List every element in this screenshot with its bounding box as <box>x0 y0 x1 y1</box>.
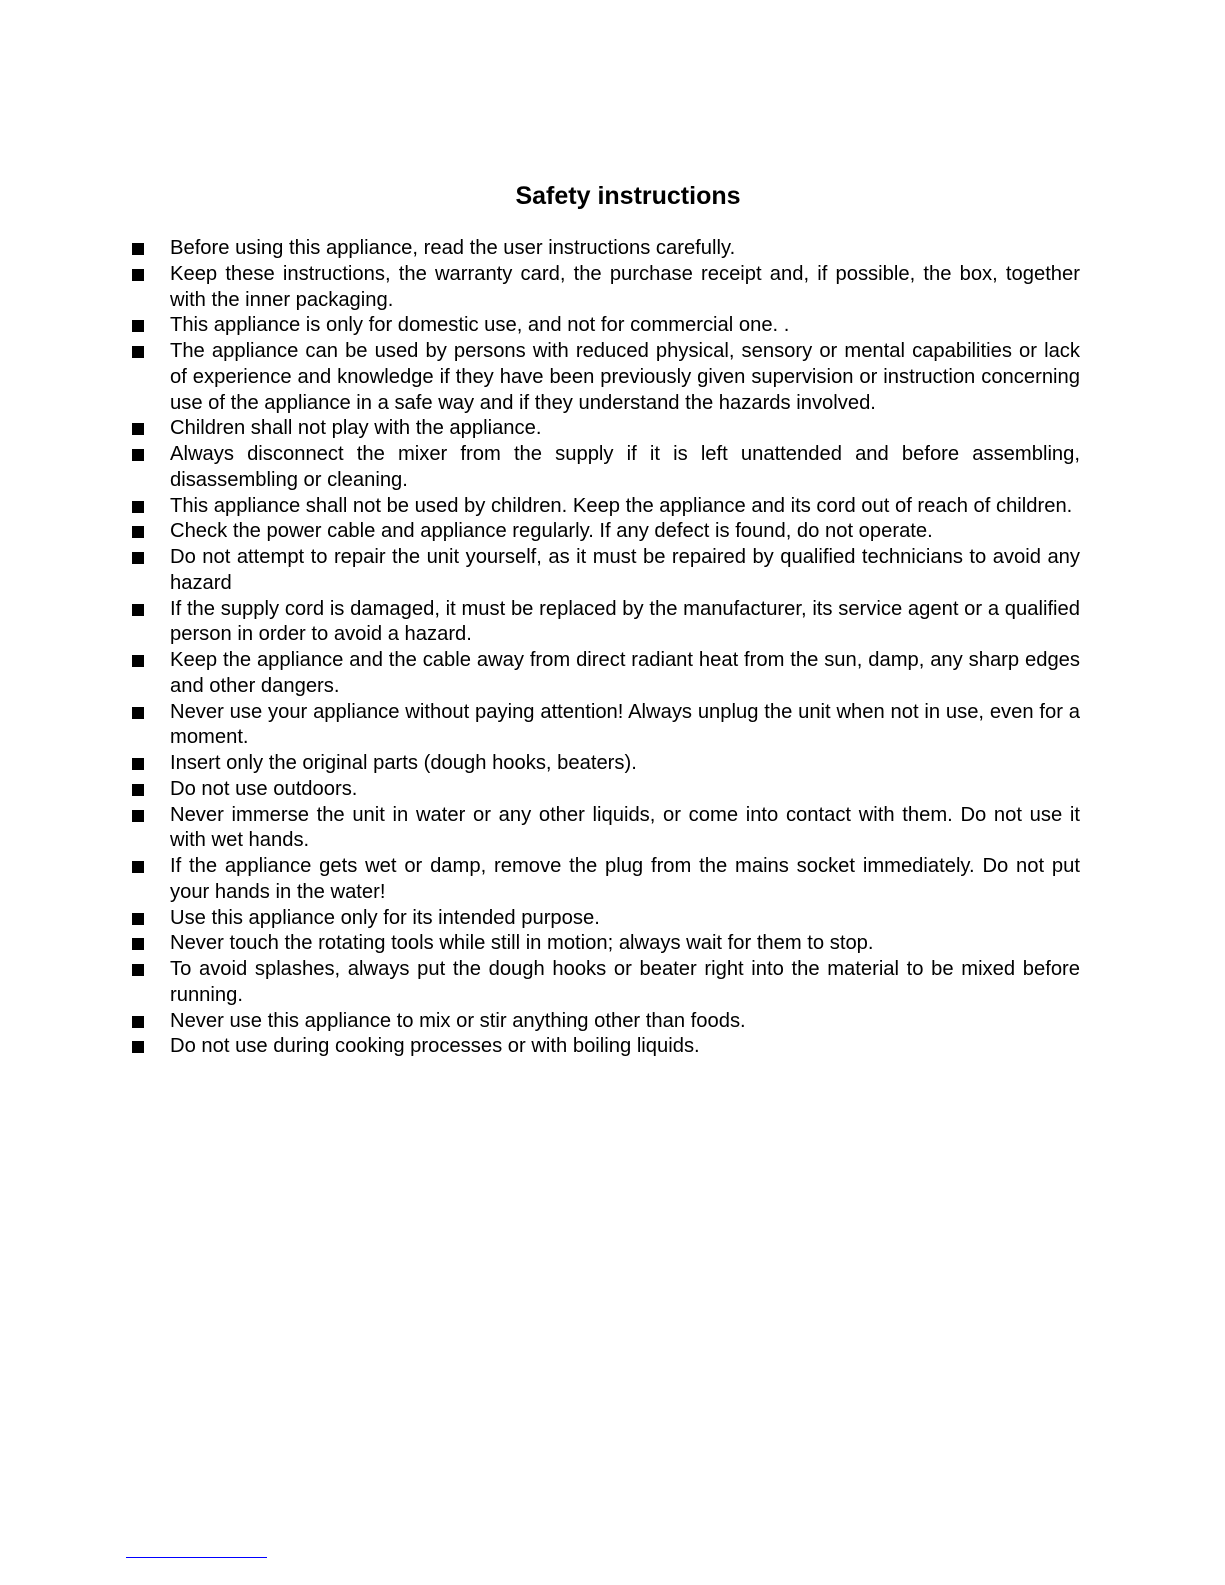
list-item-text: Keep these instructions, the warranty card, the purchase receipt and, if possible, the box, together with the inner packaging. <box>170 262 1080 311</box>
square-bullet-icon <box>132 423 144 435</box>
square-bullet-icon <box>132 784 144 796</box>
list-item-text: Do not use during cooking processes or with boiling liquids. <box>170 1035 700 1058</box>
list-item-text: Before using this appliance, read the user instructions carefully. <box>170 237 736 259</box>
list-item <box>132 854 1080 906</box>
square-bullet-icon <box>132 346 144 358</box>
list-item-text: To avoid splashes, always put the dough hooks or beater right into the material to be mixed before running. <box>170 958 1080 1006</box>
square-bullet-icon <box>132 938 144 950</box>
list-item-text: Do not attempt to repair the unit yourself, as it must be repaired by qualified technicians to avoid any hazard <box>170 546 1080 594</box>
list-item-text: Do not use outdoors. <box>170 777 358 800</box>
list-item <box>132 494 1080 520</box>
square-bullet-icon <box>132 913 144 925</box>
square-bullet-icon <box>132 655 144 667</box>
square-bullet-icon <box>132 1041 144 1053</box>
page-title: Safety instructions <box>515 182 741 210</box>
list-item-text: If the appliance gets wet or damp, remove the plug from the mains socket immediately. Do not put your hands in the water! <box>170 855 1080 903</box>
list-item <box>132 1034 1080 1060</box>
square-bullet-icon <box>132 243 144 255</box>
list-item <box>132 519 1080 545</box>
list-item <box>132 597 1080 649</box>
square-bullet-icon <box>132 964 144 976</box>
list-item-text: Never immerse the unit in water or any other liquids, or come into contact with them. Do not use it with wet hands. <box>170 803 1080 852</box>
list-item <box>132 442 1080 494</box>
square-bullet-icon <box>132 1016 144 1028</box>
square-bullet-icon <box>132 758 144 770</box>
list-item-text: Keep the appliance and the cable away from direct radiant heat from the sun, damp, any sharp edges and other dangers. <box>170 649 1080 697</box>
list-item <box>132 236 1080 262</box>
list-item-text: The appliance can be used by persons with reduced physical, sensory or mental capabilities or lack of experience and knowledge if they have been previously given supervision or instruction concerning use of the appliance in a safe way and if they understand the hazards involved. <box>170 340 1080 414</box>
square-bullet-icon <box>132 449 144 461</box>
list-item-text: Always disconnect the mixer from the supply if it is left unattended and before assembling, disassembling or cleaning. <box>170 443 1080 491</box>
list-item-text: Check the power cable and appliance regularly. If any defect is found, do not operate. <box>170 520 933 543</box>
square-bullet-icon <box>132 707 144 719</box>
list-item <box>132 1009 1080 1035</box>
list-item-text: Insert only the original parts (dough hooks, beaters). <box>170 752 637 774</box>
list-item-text: Never use your appliance without paying attention! Always unplug the unit when not in use, even for a moment. <box>170 700 1080 749</box>
square-bullet-icon <box>132 604 144 616</box>
list-item-text: This appliance shall not be used by children. Keep the appliance and its cord out of reach of children. <box>170 494 1073 517</box>
list-item <box>132 931 1080 957</box>
list-item <box>132 313 1080 339</box>
square-bullet-icon <box>132 552 144 564</box>
list-item-text: Never touch the rotating tools while still in motion; always wait for them to stop. <box>170 932 874 955</box>
safety-instructions-list <box>132 236 1080 1060</box>
list-item <box>132 339 1080 416</box>
list-item-text: Use this appliance only for its intended purpose. <box>170 906 600 929</box>
list-item-text: Children shall not play with the appliance. <box>170 417 542 440</box>
list-item <box>132 803 1080 855</box>
square-bullet-icon <box>132 861 144 873</box>
list-item <box>132 751 1080 777</box>
list-item-text: If the supply cord is damaged, it must be replaced by the manufacturer, its service agent or a qualified person in order to avoid a hazard. <box>170 597 1080 646</box>
list-item <box>132 957 1080 1009</box>
list-item-text: Never use this appliance to mix or stir anything other than foods. <box>170 1009 746 1032</box>
list-item <box>132 777 1080 803</box>
square-bullet-icon <box>132 810 144 822</box>
list-item <box>132 416 1080 442</box>
footnote-separator <box>126 1557 267 1558</box>
list-item-text: This appliance is only for domestic use, and not for commercial one. . <box>170 314 790 337</box>
list-item <box>132 262 1080 314</box>
square-bullet-icon <box>132 526 144 538</box>
list-item <box>132 648 1080 700</box>
list-item <box>132 700 1080 752</box>
square-bullet-icon <box>132 501 144 513</box>
square-bullet-icon <box>132 320 144 332</box>
list-item <box>132 906 1080 932</box>
list-item <box>132 545 1080 597</box>
square-bullet-icon <box>132 269 144 281</box>
